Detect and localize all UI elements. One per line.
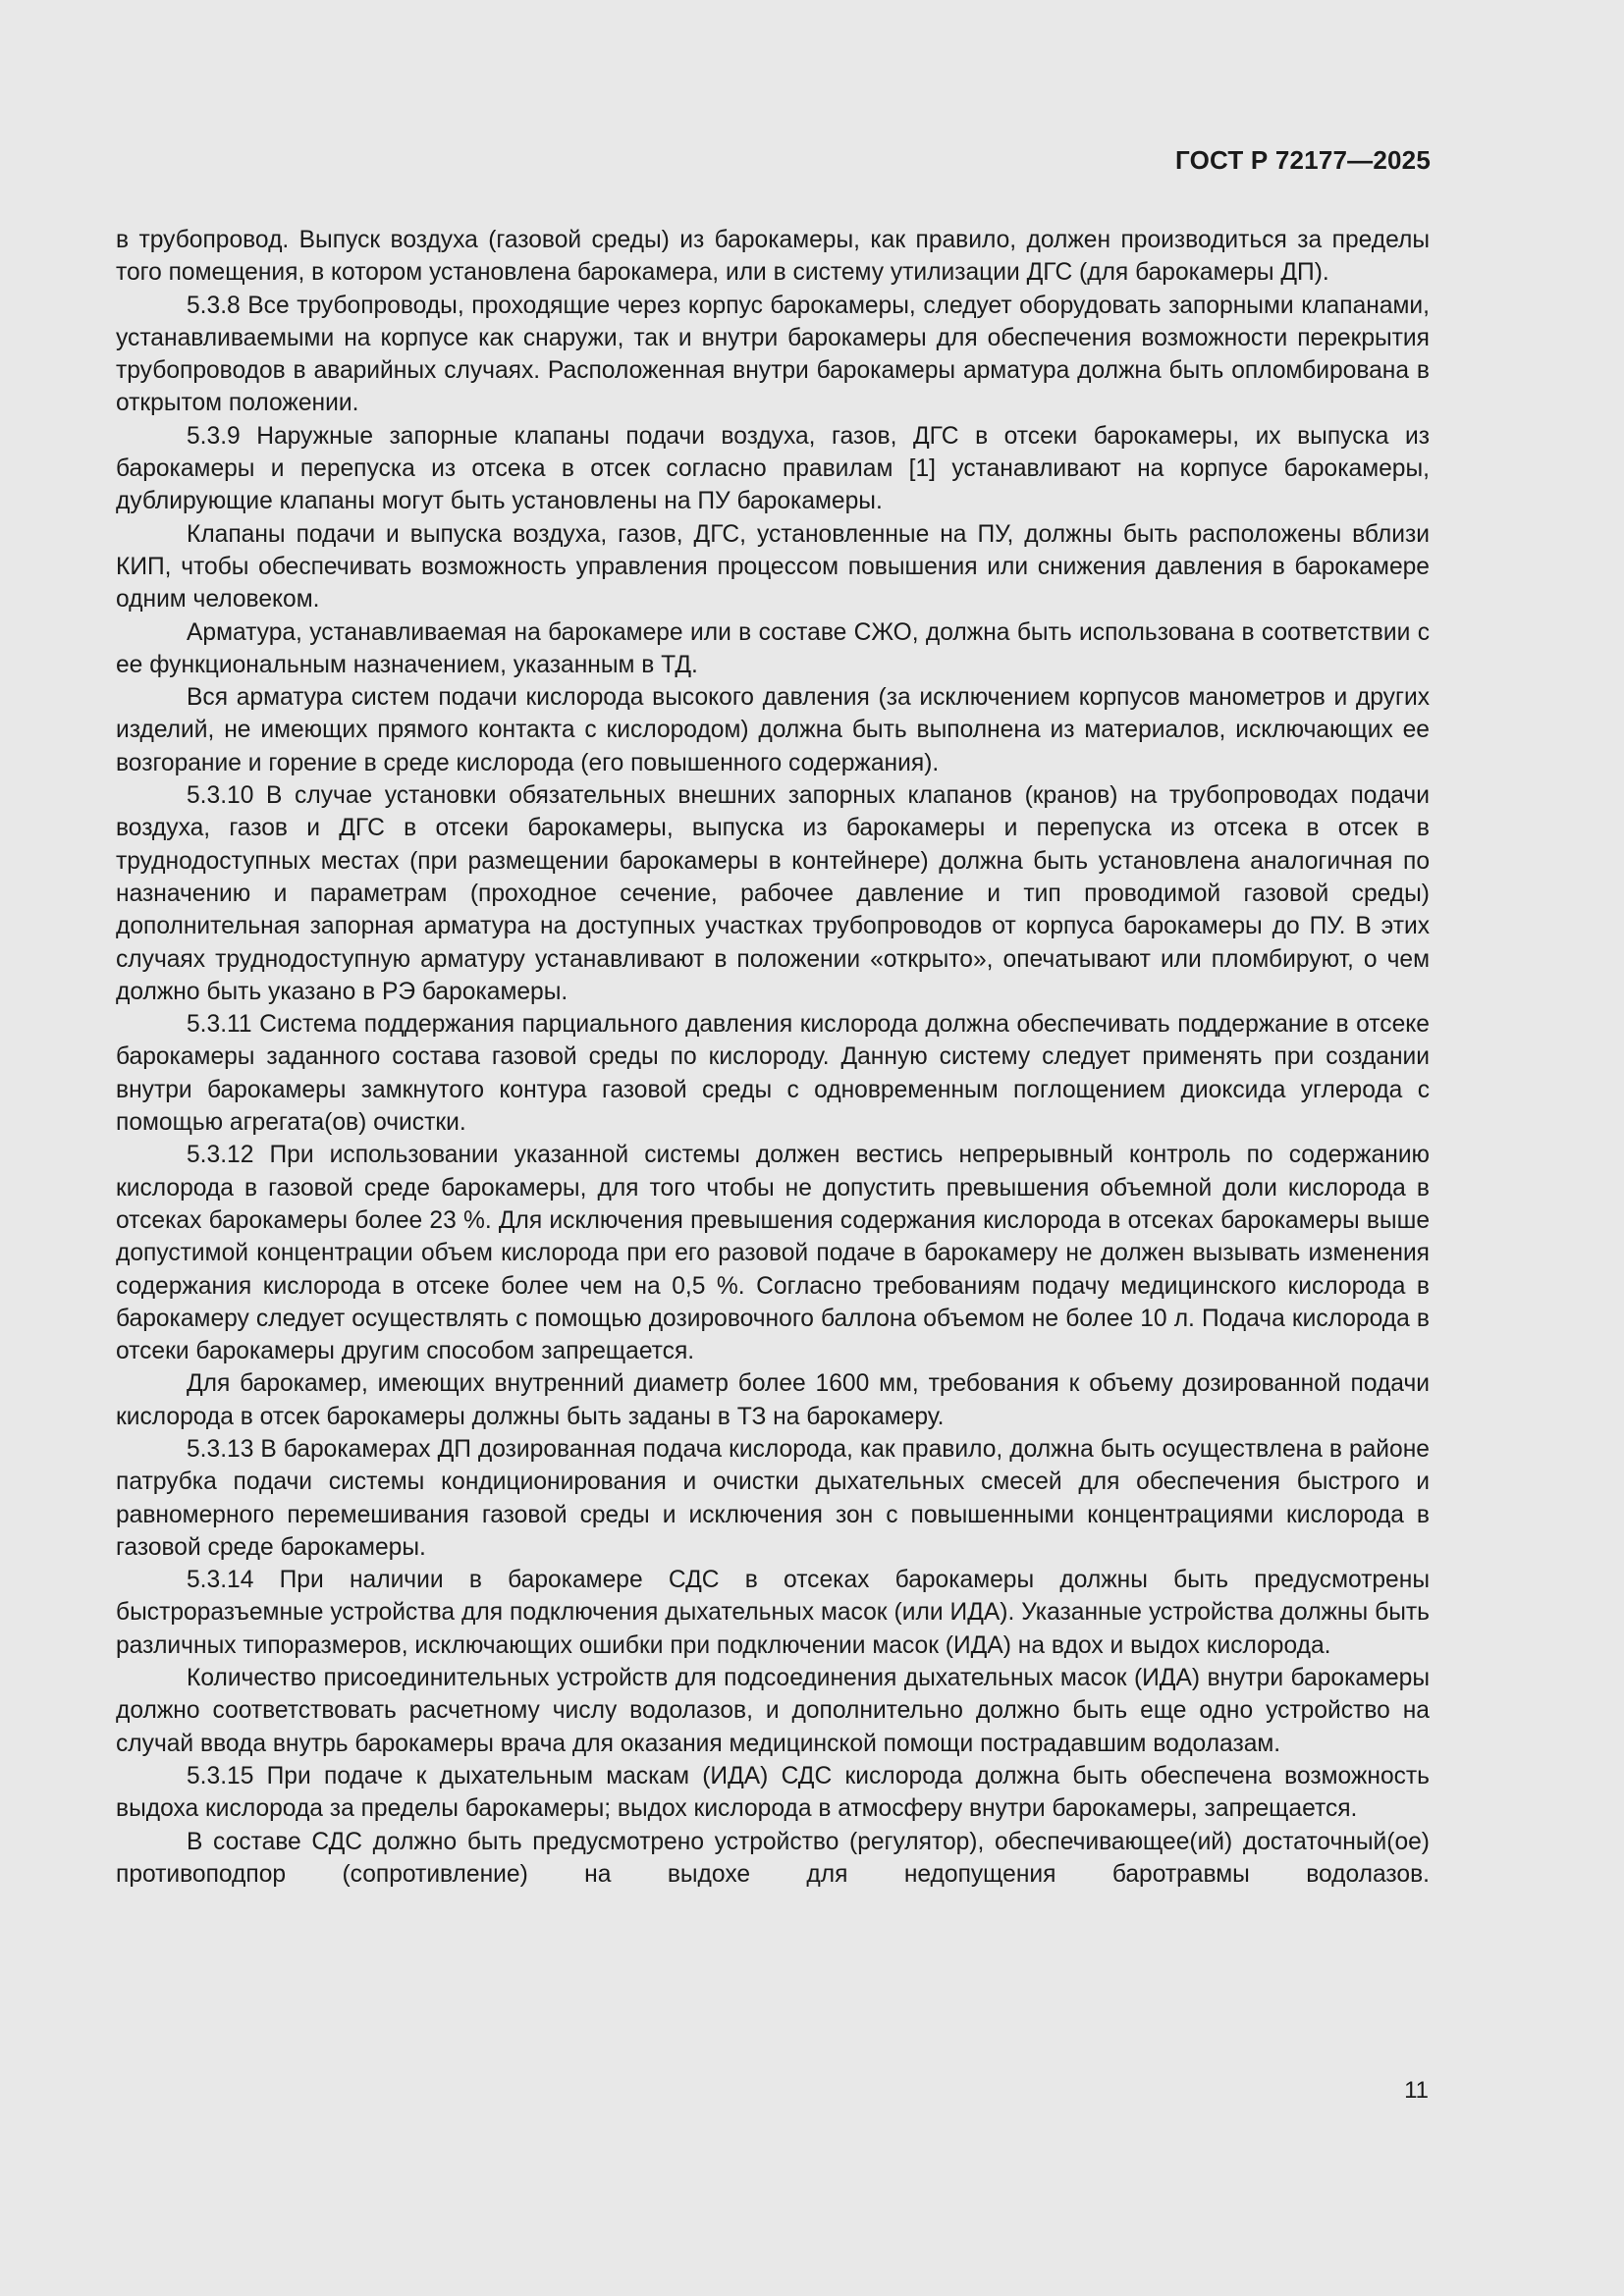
paragraph-5-3-10: 5.3.10 В случае установки обязательных внешних запорных клапанов (кранов) на трубопроводах подачи воздуха, газов и ДГС в отсеки барокамеры, выпуска из барокамеры и перепуска из отсека в отсек в труднодоступных местах (при размещении барокамеры в контейнере) должна быть установлена аналогичная по назначению и параметрам (проходное сечение, рабочее давление и тип проводимой газовой среды) дополнительная запорная арматура на доступных участках трубопроводов от корпуса барокамеры до ПУ. В этих случаях труднодоступную арматуру устанавливают в положении «открыто», опечатывают или пломбируют, о чем должно быть указано в РЭ барокамеры.: [116, 782, 1430, 1005]
paragraph-5-3-12: 5.3.12 При использовании указанной системы должен вестись непрерывный контроль по содержанию кислорода в газовой среде барокамеры, для того чтобы не допустить превышения объемной доли кислорода в отсеках барокамеры более 23 %. Для исключения превышения содержания кислорода в отсеках барокамеры выше допустимой концентрации объем кислорода при его разовой подаче в барокамеру не должен вызывать изменения содержания кислорода в отсеке более чем на 0,5 %. Согласно требованиям подачу медицинского кислорода в барокамеру следует осуществлять с помощью дозировочного баллона объемом не более 10 л. Подача кислорода в отсеки барокамеры другим способом запрещается.: [116, 1142, 1430, 1365]
paragraph-large-diameter-chambers: Для барокамер, имеющих внутренний диаметр более 1600 мм, требования к объему дозированной подачи кислорода в отсек барокамеры должны быть заданы в ТЗ на барокамеру.: [116, 1370, 1430, 1430]
paragraph-oxygen-fittings-materials: Вся арматура систем подачи кислорода высокого давления (за исключением корпусов манометров и других изделий, не имеющих прямого контакта с кислородом) должна быть выполнена из материалов, исключающих ее возгорание и горение в среде кислорода (его повышенного содержания).: [116, 684, 1430, 776]
paragraph-5-3-14: 5.3.14 При наличии в барокамере СДС в отсеках барокамеры должны быть предусмотрены быстроразъемные устройства для подключения дыхательных масок (или ИДА). Указанные устройства должны быть различных типоразмеров, исключающих ошибки при подключении масок (ИДА) на вдох и выдох кислорода.: [116, 1567, 1430, 1659]
document-code-header: ГОСТ Р 72177—2025: [1175, 145, 1431, 175]
paragraph-valves-on-control-panel: Клапаны подачи и выпуска воздуха, газов, ДГС, установленные на ПУ, должны быть расположены вблизи КИП, чтобы обеспечивать возможность управления процессом повышения или снижения давления в барокамере одним человеком.: [116, 520, 1430, 614]
paragraph-5-3-11: 5.3.11 Система поддержания парциального давления кислорода должна обеспечивать поддержание в отсеке барокамеры заданного состава газовой среды по кислороду. Данную систему следует применять при создании внутри барокамеры замкнутого контура газовой среды с одновременным поглощением диоксида углерода с помощью агрегата(ов) очистки.: [116, 1011, 1430, 1137]
paragraph-continuation: в трубопровод. Выпуск воздуха (газовой среды) из барокамеры, как правило, должен производиться за пределы того помещения, в котором установлена барокамера, или в систему утилизации ДГС (для барокамеры ДП).: [116, 227, 1430, 287]
paragraph-regulator: В составе СДС должно быть предусмотрено устройство (регулятор), обеспечивающее(ий) достаточный(ое) противоподпор (сопротивление) на выдохе для недопущения баротравмы водолазов.: [116, 1828, 1430, 1888]
paragraph-5-3-8: 5.3.8 Все трубопроводы, проходящие через корпус барокамеры, следует оборудовать запорными клапанами, устанавливаемыми на корпусе как снаружи, так и внутри барокамеры для обеспечения возможности перекрытия трубопроводов в аварийных случаях. Расположенная внутри барокамеры арматура должна быть опломбирована в открытом положении.: [116, 292, 1430, 417]
page-number: 11: [1404, 2077, 1429, 2104]
document-body: [116, 224, 1430, 1891]
paragraph-5-3-15: 5.3.15 При подаче к дыхательным маскам (ИДА) СДС кислорода должна быть обеспечена возможность выдоха кислорода за пределы барокамеры; выдох кислорода в атмосферу внутри барокамеры, запрещается.: [116, 1762, 1430, 1823]
paragraph-5-3-13: 5.3.13 В барокамерах ДП дозированная подача кислорода, как правило, должна быть осуществлена в районе патрубка подачи системы кондиционирования и очистки дыхательных смесей для обеспечения быстрого и равномерного перемешивания газовой среды и исключения зон с повышенными концентрациями кислорода в газовой среде барокамеры.: [116, 1435, 1430, 1561]
paragraph-connector-count: Количество присоединительных устройств для подсоединения дыхательных масок (ИДА) внутри барокамеры должно соответствовать расчетному числу водолазов, и дополнительно должно быть еще одно устройство на случай ввода внутрь барокамеры врача для оказания медицинской помощи пострадавшим водолазам.: [116, 1665, 1430, 1757]
paragraph-fittings-purpose: Арматура, устанавливаемая на барокамере или в составе СЖО, должна быть использована в соответствии с ее функциональным назначением, указанным в ТД.: [116, 618, 1430, 678]
paragraph-5-3-9: 5.3.9 Наружные запорные клапаны подачи воздуха, газов, ДГС в отсеки барокамеры, их выпуска из барокамеры и перепуска из отсека в отсек согласно правилам [1] устанавливают на корпусе барокамеры, дублирующие клапаны могут быть установлены на ПУ барокамеры.: [116, 422, 1430, 515]
